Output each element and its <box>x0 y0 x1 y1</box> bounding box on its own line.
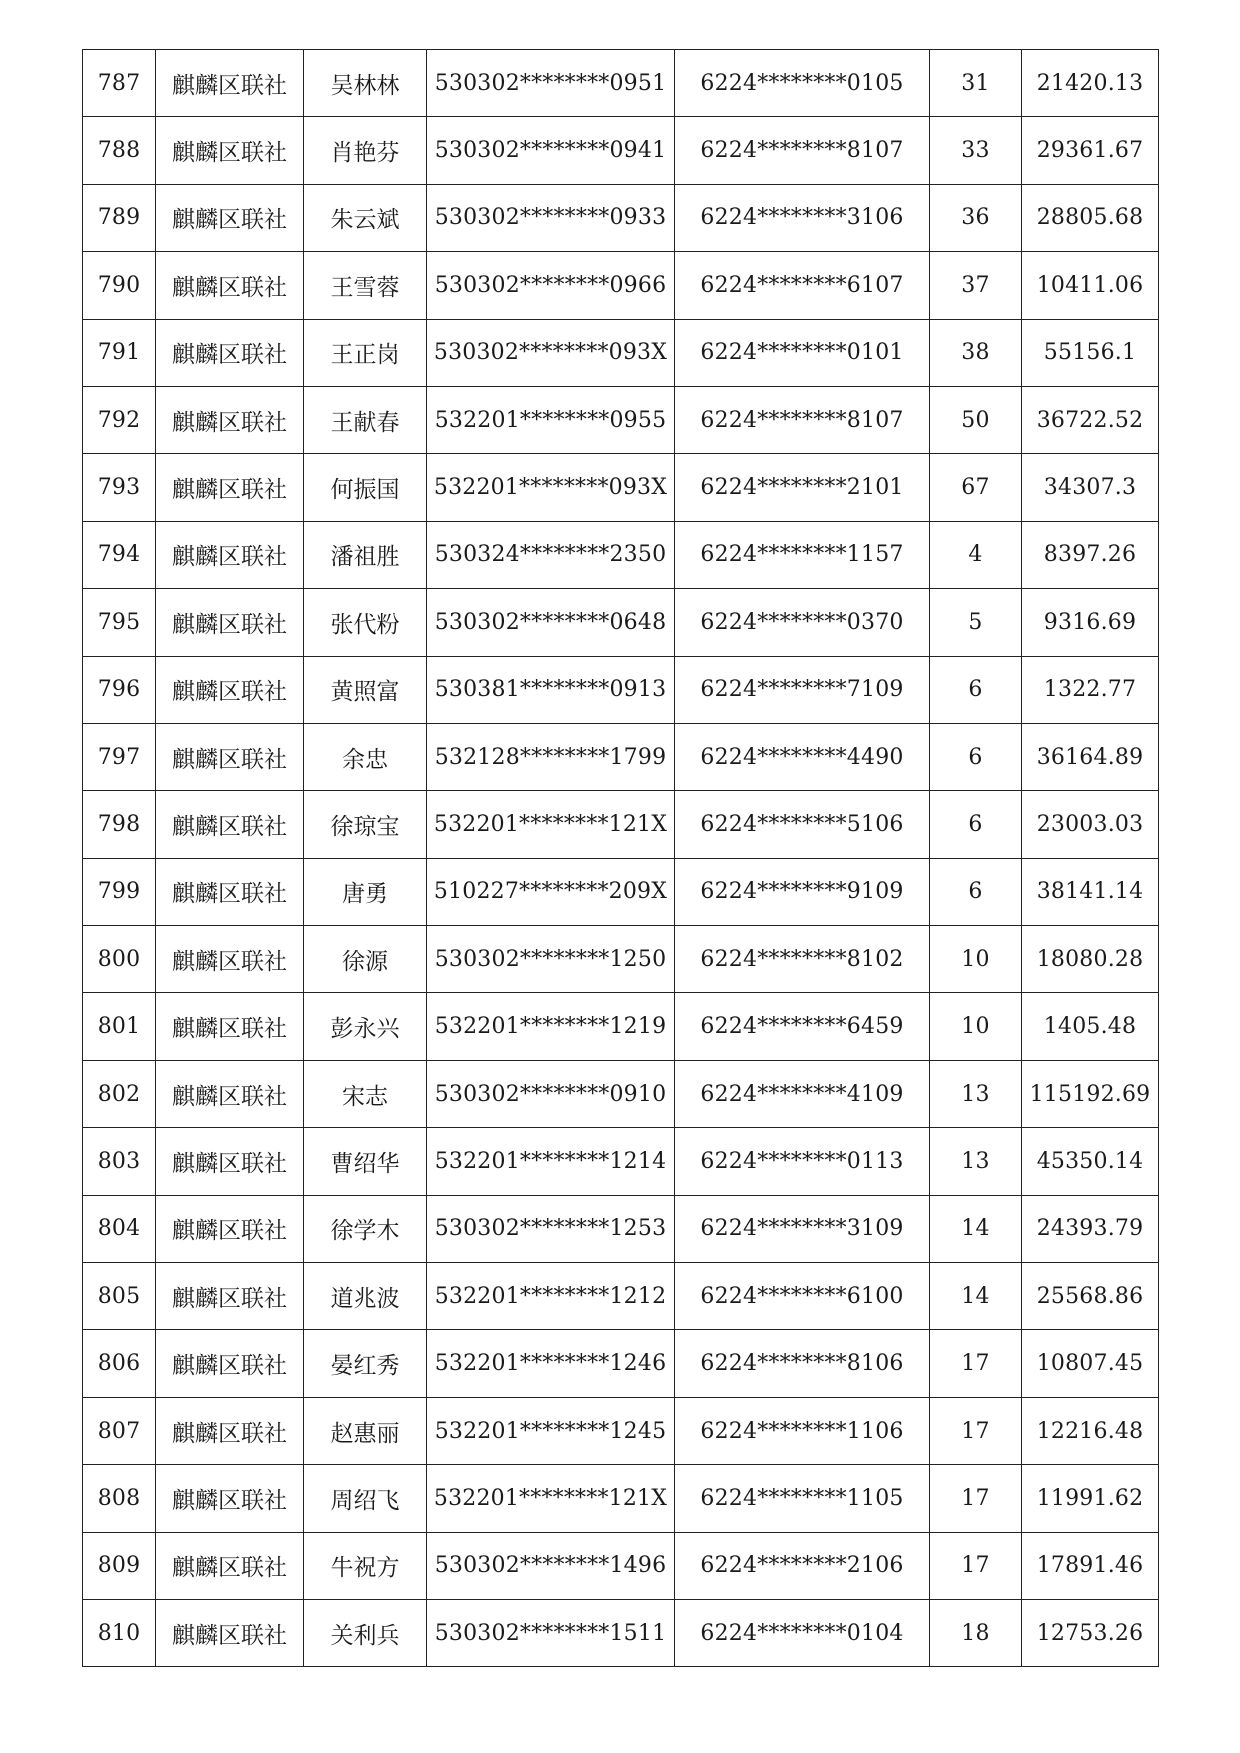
card-number-cell: 6224********8107 <box>675 117 930 184</box>
name-cell: 唐勇 <box>304 858 427 925</box>
count-cell: 10 <box>930 926 1022 993</box>
card-number-cell: 6224********1105 <box>675 1465 930 1532</box>
unit-cell: 麒麟区联社 <box>156 993 304 1060</box>
name-cell: 宋志 <box>304 1060 427 1127</box>
unit-cell: 麒麟区联社 <box>156 1599 304 1666</box>
unit-cell: 麒麟区联社 <box>156 1397 304 1464</box>
id-number-cell: 530302********0941 <box>427 117 675 184</box>
id-number-cell: 530302********0910 <box>427 1060 675 1127</box>
unit-cell: 麒麟区联社 <box>156 1330 304 1397</box>
amount-cell: 28805.68 <box>1022 184 1159 251</box>
name-cell: 周绍飞 <box>304 1465 427 1532</box>
row-number-cell: 793 <box>83 454 156 521</box>
amount-cell: 45350.14 <box>1022 1128 1159 1195</box>
count-cell: 17 <box>930 1397 1022 1464</box>
table-row <box>83 1263 1159 1330</box>
table-row <box>83 1195 1159 1262</box>
name-cell: 关利兵 <box>304 1599 427 1666</box>
count-cell: 67 <box>930 454 1022 521</box>
amount-cell: 10807.45 <box>1022 1330 1159 1397</box>
table-row <box>83 1397 1159 1464</box>
id-number-cell: 532201********121X <box>427 1465 675 1532</box>
table-row <box>83 386 1159 453</box>
name-cell: 王献春 <box>304 386 427 453</box>
row-number-cell: 789 <box>83 184 156 251</box>
card-number-cell: 6224********4109 <box>675 1060 930 1127</box>
name-cell: 晏红秀 <box>304 1330 427 1397</box>
unit-cell: 麒麟区联社 <box>156 454 304 521</box>
name-cell: 王雪蓉 <box>304 252 427 319</box>
id-number-cell: 530381********0913 <box>427 656 675 723</box>
unit-cell: 麒麟区联社 <box>156 589 304 656</box>
unit-cell: 麒麟区联社 <box>156 791 304 858</box>
card-number-cell: 6224********7109 <box>675 656 930 723</box>
amount-cell: 34307.3 <box>1022 454 1159 521</box>
count-cell: 17 <box>930 1532 1022 1599</box>
table-row <box>83 252 1159 319</box>
row-number-cell: 807 <box>83 1397 156 1464</box>
id-number-cell: 530302********1253 <box>427 1195 675 1262</box>
table-row <box>83 1599 1159 1666</box>
name-cell: 王正岗 <box>304 319 427 386</box>
id-number-cell: 530302********1250 <box>427 926 675 993</box>
card-number-cell: 6224********0101 <box>675 319 930 386</box>
row-number-cell: 803 <box>83 1128 156 1195</box>
row-number-cell: 801 <box>83 993 156 1060</box>
count-cell: 6 <box>930 858 1022 925</box>
card-number-cell: 6224********3109 <box>675 1195 930 1262</box>
card-number-cell: 6224********6459 <box>675 993 930 1060</box>
unit-cell: 麒麟区联社 <box>156 723 304 790</box>
name-cell: 徐源 <box>304 926 427 993</box>
table-row <box>83 454 1159 521</box>
table-row <box>83 1330 1159 1397</box>
unit-cell: 麒麟区联社 <box>156 184 304 251</box>
name-cell: 曹绍华 <box>304 1128 427 1195</box>
id-number-cell: 530302********093X <box>427 319 675 386</box>
card-number-cell: 6224********2101 <box>675 454 930 521</box>
amount-cell: 12216.48 <box>1022 1397 1159 1464</box>
count-cell: 6 <box>930 656 1022 723</box>
amount-cell: 8397.26 <box>1022 521 1159 588</box>
table-row <box>83 791 1159 858</box>
id-number-cell: 530324********2350 <box>427 521 675 588</box>
amount-cell: 21420.13 <box>1022 50 1159 117</box>
card-number-cell: 6224********0104 <box>675 1599 930 1666</box>
count-cell: 6 <box>930 723 1022 790</box>
unit-cell: 麒麟区联社 <box>156 1060 304 1127</box>
table-row <box>83 589 1159 656</box>
card-number-cell: 6224********0105 <box>675 50 930 117</box>
name-cell: 彭永兴 <box>304 993 427 1060</box>
id-number-cell: 530302********0648 <box>427 589 675 656</box>
count-cell: 38 <box>930 319 1022 386</box>
unit-cell: 麒麟区联社 <box>156 319 304 386</box>
table-row <box>83 1128 1159 1195</box>
roster-body <box>83 50 1159 1667</box>
name-cell: 张代粉 <box>304 589 427 656</box>
row-number-cell: 795 <box>83 589 156 656</box>
count-cell: 14 <box>930 1263 1022 1330</box>
row-number-cell: 798 <box>83 791 156 858</box>
table-row <box>83 1060 1159 1127</box>
amount-cell: 9316.69 <box>1022 589 1159 656</box>
card-number-cell: 6224********1106 <box>675 1397 930 1464</box>
table-row <box>83 926 1159 993</box>
name-cell: 牛祝方 <box>304 1532 427 1599</box>
id-number-cell: 532201********121X <box>427 791 675 858</box>
count-cell: 33 <box>930 117 1022 184</box>
amount-cell: 10411.06 <box>1022 252 1159 319</box>
table-row <box>83 1465 1159 1532</box>
card-number-cell: 6224********9109 <box>675 858 930 925</box>
card-number-cell: 6224********8107 <box>675 386 930 453</box>
row-number-cell: 788 <box>83 117 156 184</box>
amount-cell: 24393.79 <box>1022 1195 1159 1262</box>
id-number-cell: 532201********1212 <box>427 1263 675 1330</box>
row-number-cell: 802 <box>83 1060 156 1127</box>
unit-cell: 麒麟区联社 <box>156 252 304 319</box>
unit-cell: 麒麟区联社 <box>156 1195 304 1262</box>
id-number-cell: 532201********093X <box>427 454 675 521</box>
unit-cell: 麒麟区联社 <box>156 1128 304 1195</box>
count-cell: 4 <box>930 521 1022 588</box>
amount-cell: 55156.1 <box>1022 319 1159 386</box>
name-cell: 黄照富 <box>304 656 427 723</box>
amount-cell: 25568.86 <box>1022 1263 1159 1330</box>
count-cell: 17 <box>930 1465 1022 1532</box>
count-cell: 6 <box>930 791 1022 858</box>
count-cell: 37 <box>930 252 1022 319</box>
row-number-cell: 790 <box>83 252 156 319</box>
card-number-cell: 6224********4490 <box>675 723 930 790</box>
amount-cell: 1405.48 <box>1022 993 1159 1060</box>
count-cell: 17 <box>930 1330 1022 1397</box>
unit-cell: 麒麟区联社 <box>156 117 304 184</box>
row-number-cell: 800 <box>83 926 156 993</box>
id-number-cell: 532128********1799 <box>427 723 675 790</box>
row-number-cell: 796 <box>83 656 156 723</box>
row-number-cell: 792 <box>83 386 156 453</box>
roster-table <box>82 49 1159 1667</box>
table-row <box>83 656 1159 723</box>
name-cell: 朱云斌 <box>304 184 427 251</box>
id-number-cell: 532201********1246 <box>427 1330 675 1397</box>
id-number-cell: 530302********1511 <box>427 1599 675 1666</box>
row-number-cell: 810 <box>83 1599 156 1666</box>
count-cell: 5 <box>930 589 1022 656</box>
name-cell: 吴林林 <box>304 50 427 117</box>
amount-cell: 36722.52 <box>1022 386 1159 453</box>
name-cell: 徐学木 <box>304 1195 427 1262</box>
row-number-cell: 806 <box>83 1330 156 1397</box>
count-cell: 50 <box>930 386 1022 453</box>
amount-cell: 17891.46 <box>1022 1532 1159 1599</box>
id-number-cell: 532201********0955 <box>427 386 675 453</box>
card-number-cell: 6224********0370 <box>675 589 930 656</box>
id-number-cell: 530302********0966 <box>427 252 675 319</box>
card-number-cell: 6224********6100 <box>675 1263 930 1330</box>
card-number-cell: 6224********8102 <box>675 926 930 993</box>
row-number-cell: 799 <box>83 858 156 925</box>
name-cell: 肖艳芬 <box>304 117 427 184</box>
unit-cell: 麒麟区联社 <box>156 386 304 453</box>
amount-cell: 11991.62 <box>1022 1465 1159 1532</box>
amount-cell: 1322.77 <box>1022 656 1159 723</box>
unit-cell: 麒麟区联社 <box>156 858 304 925</box>
card-number-cell: 6224********0113 <box>675 1128 930 1195</box>
table-row <box>83 1532 1159 1599</box>
card-number-cell: 6224********8106 <box>675 1330 930 1397</box>
row-number-cell: 808 <box>83 1465 156 1532</box>
count-cell: 14 <box>930 1195 1022 1262</box>
table-row <box>83 858 1159 925</box>
name-cell: 道兆波 <box>304 1263 427 1330</box>
row-number-cell: 787 <box>83 50 156 117</box>
card-number-cell: 6224********2106 <box>675 1532 930 1599</box>
row-number-cell: 791 <box>83 319 156 386</box>
row-number-cell: 804 <box>83 1195 156 1262</box>
id-number-cell: 510227********209X <box>427 858 675 925</box>
count-cell: 13 <box>930 1128 1022 1195</box>
row-number-cell: 797 <box>83 723 156 790</box>
table-row <box>83 993 1159 1060</box>
card-number-cell: 6224********1157 <box>675 521 930 588</box>
count-cell: 36 <box>930 184 1022 251</box>
card-number-cell: 6224********6107 <box>675 252 930 319</box>
amount-cell: 36164.89 <box>1022 723 1159 790</box>
amount-cell: 12753.26 <box>1022 1599 1159 1666</box>
table-row <box>83 117 1159 184</box>
row-number-cell: 809 <box>83 1532 156 1599</box>
unit-cell: 麒麟区联社 <box>156 926 304 993</box>
id-number-cell: 530302********1496 <box>427 1532 675 1599</box>
amount-cell: 38141.14 <box>1022 858 1159 925</box>
table-row <box>83 319 1159 386</box>
card-number-cell: 6224********3106 <box>675 184 930 251</box>
amount-cell: 29361.67 <box>1022 117 1159 184</box>
count-cell: 13 <box>930 1060 1022 1127</box>
table-row <box>83 50 1159 117</box>
name-cell: 潘祖胜 <box>304 521 427 588</box>
unit-cell: 麒麟区联社 <box>156 50 304 117</box>
amount-cell: 18080.28 <box>1022 926 1159 993</box>
unit-cell: 麒麟区联社 <box>156 1263 304 1330</box>
count-cell: 31 <box>930 50 1022 117</box>
id-number-cell: 532201********1214 <box>427 1128 675 1195</box>
table-row <box>83 521 1159 588</box>
amount-cell: 115192.69 <box>1022 1060 1159 1127</box>
row-number-cell: 805 <box>83 1263 156 1330</box>
id-number-cell: 532201********1245 <box>427 1397 675 1464</box>
name-cell: 赵惠丽 <box>304 1397 427 1464</box>
unit-cell: 麒麟区联社 <box>156 1532 304 1599</box>
id-number-cell: 530302********0951 <box>427 50 675 117</box>
row-number-cell: 794 <box>83 521 156 588</box>
table-row <box>83 184 1159 251</box>
count-cell: 18 <box>930 1599 1022 1666</box>
name-cell: 何振国 <box>304 454 427 521</box>
unit-cell: 麒麟区联社 <box>156 521 304 588</box>
unit-cell: 麒麟区联社 <box>156 1465 304 1532</box>
id-number-cell: 530302********0933 <box>427 184 675 251</box>
table-row <box>83 723 1159 790</box>
amount-cell: 23003.03 <box>1022 791 1159 858</box>
name-cell: 徐琼宝 <box>304 791 427 858</box>
name-cell: 余忠 <box>304 723 427 790</box>
id-number-cell: 532201********1219 <box>427 993 675 1060</box>
card-number-cell: 6224********5106 <box>675 791 930 858</box>
unit-cell: 麒麟区联社 <box>156 656 304 723</box>
count-cell: 10 <box>930 993 1022 1060</box>
